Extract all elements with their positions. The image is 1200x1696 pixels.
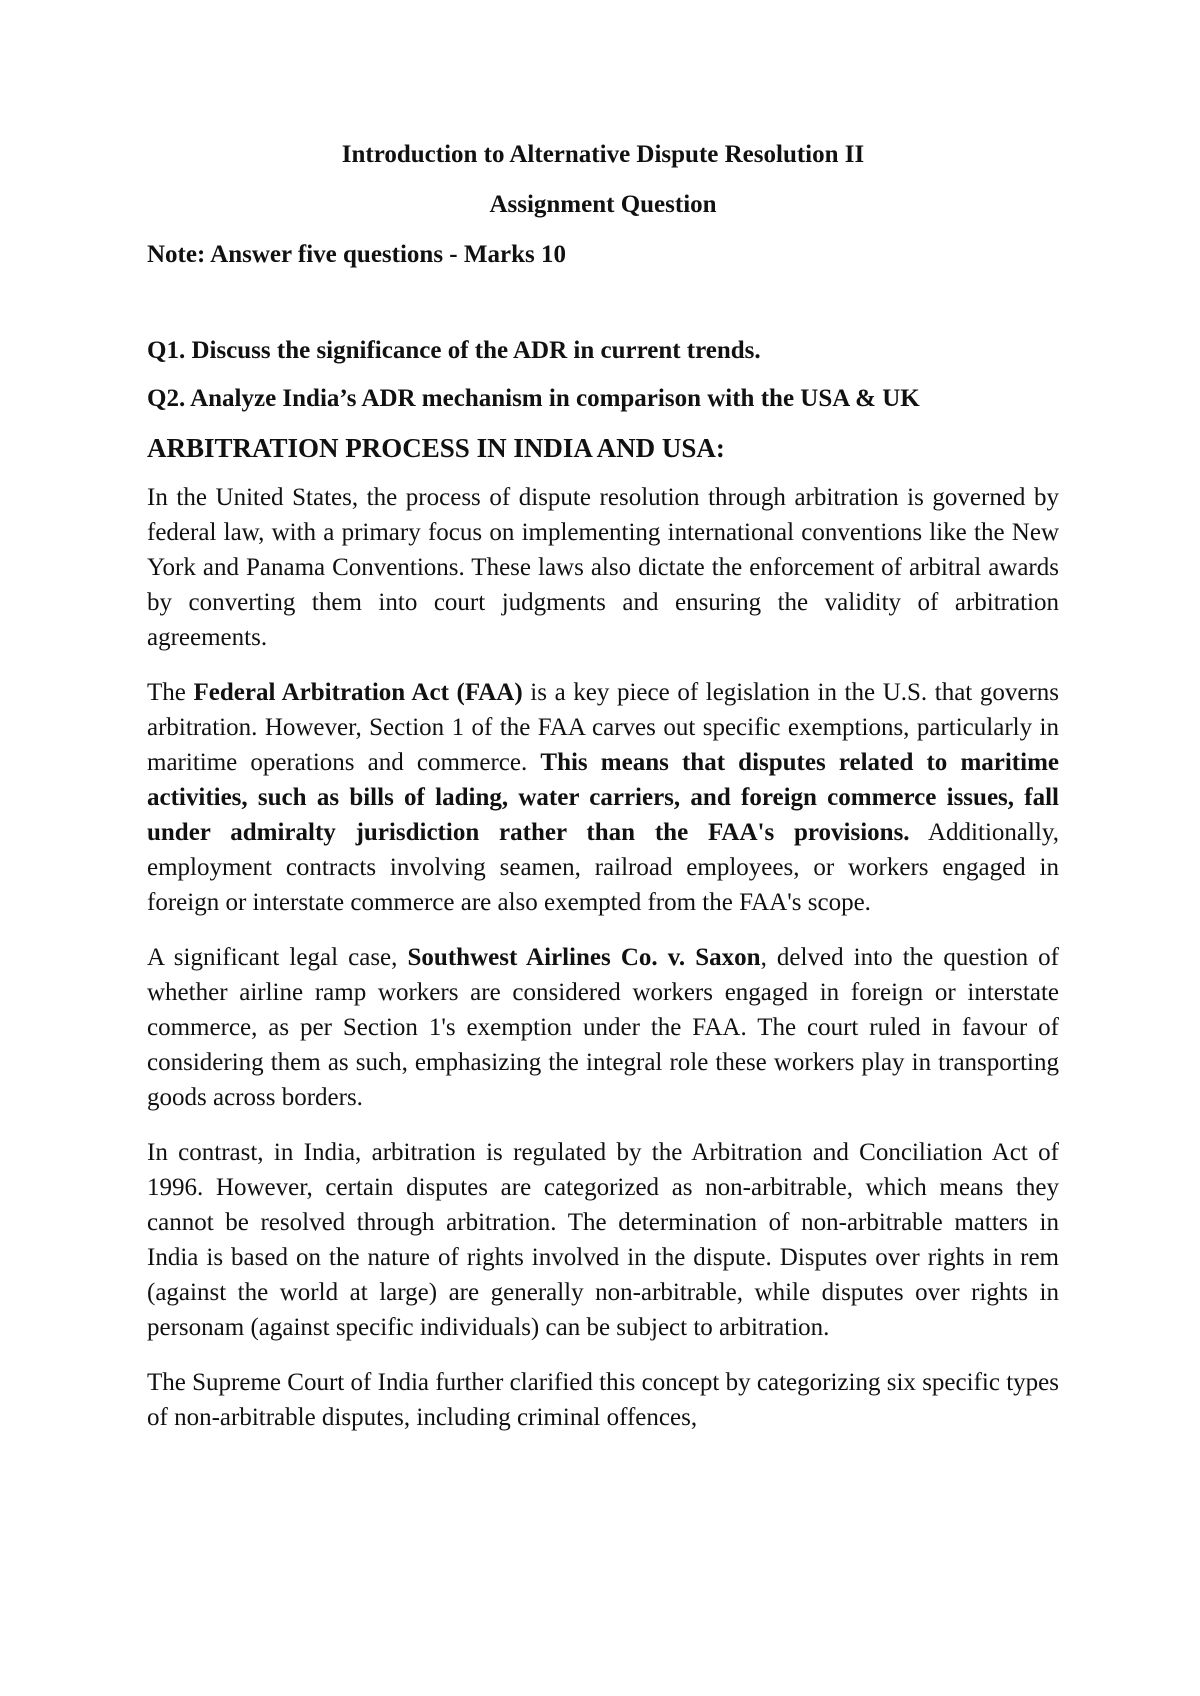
paragraph-2 [147, 675, 1059, 920]
question-2: Q2. Analyze India’s ADR mechanism in comparison with the USA & UK [147, 385, 920, 412]
paragraph-3-text-2: , delved into the question of whether airline ramp workers are considered workers engaged in foreign or interstate commerce, as per Section 1's exemption under the FAA. The court ruled in favour of considering them as such, emphasizing the integral role these workers play in transporting goods across borders. [147, 944, 1060, 1111]
question-1: Q1. Discuss the significance of the ADR in current trends. [147, 337, 761, 364]
paragraph-3-text-1: A significant legal case, [147, 944, 408, 971]
paragraph-5: The Supreme Court of India further clarified this concept by categorizing six specific types of non-arbitrable disputes, including criminal offences, [147, 1369, 1059, 1431]
document-page [147, 140, 1059, 1455]
paragraph-1: In the United States, the process of dispute resolution through arbitration is governed by federal law, with a primary focus on implementing international conventions like the New York and Panama Conventions. These laws also dictate the enforcement of arbitral awards by converting them into court judgments and ensuring the validity of arbitration agreements. [147, 484, 1059, 651]
paragraph-3 [147, 940, 1059, 1115]
paragraph-3-bold-1: Southwest Airlines Co. v. Saxon [407, 944, 761, 971]
paragraph-4: In contrast, in India, arbitration is regulated by the Arbitration and Conciliation Act of 1996. However, certain disputes are categorized as non-arbitrable, which means they cannot be resolved through arbitration. The determination of non-arbitrable matters in India is based on the nature of rights involved in the dispute. Disputes over rights in rem (against the world at large) are generally non-arbitrable, while disputes over rights in personam (against specific individuals) can be subject to arbitration. [147, 1139, 1059, 1341]
document-title: Introduction to Alternative Dispute Resolution II [341, 141, 865, 168]
paragraph-2-bold-2: This means that disputes related to maritime activities, such as bills of lading, water carriers, and foreign commerce issues, fall under admiralty jurisdiction rather than the FAA's provisions. [147, 749, 1060, 846]
paragraph-2-text-3: Additionally, employment contracts involving seamen, railroad employees, or workers engaged in foreign or interstate commerce are also exempted from the FAA's scope. [147, 819, 1059, 916]
paragraph-2-bold-1: Federal Arbitration Act (FAA) [193, 679, 523, 706]
document-subtitle: Assignment Question [489, 191, 717, 218]
paragraph-2-text-2: is a key piece of legislation in the U.S. that governs arbitration. However, Section 1 of the FAA carves out specific exemptions, particularly in maritime operations and commerce. [147, 679, 1059, 776]
section-heading: ARBITRATION PROCESS IN INDIA AND USA: [147, 433, 725, 463]
note-line: Note: Answer five questions - Marks 10 [147, 241, 566, 268]
paragraph-2-text-1: The [147, 679, 194, 706]
